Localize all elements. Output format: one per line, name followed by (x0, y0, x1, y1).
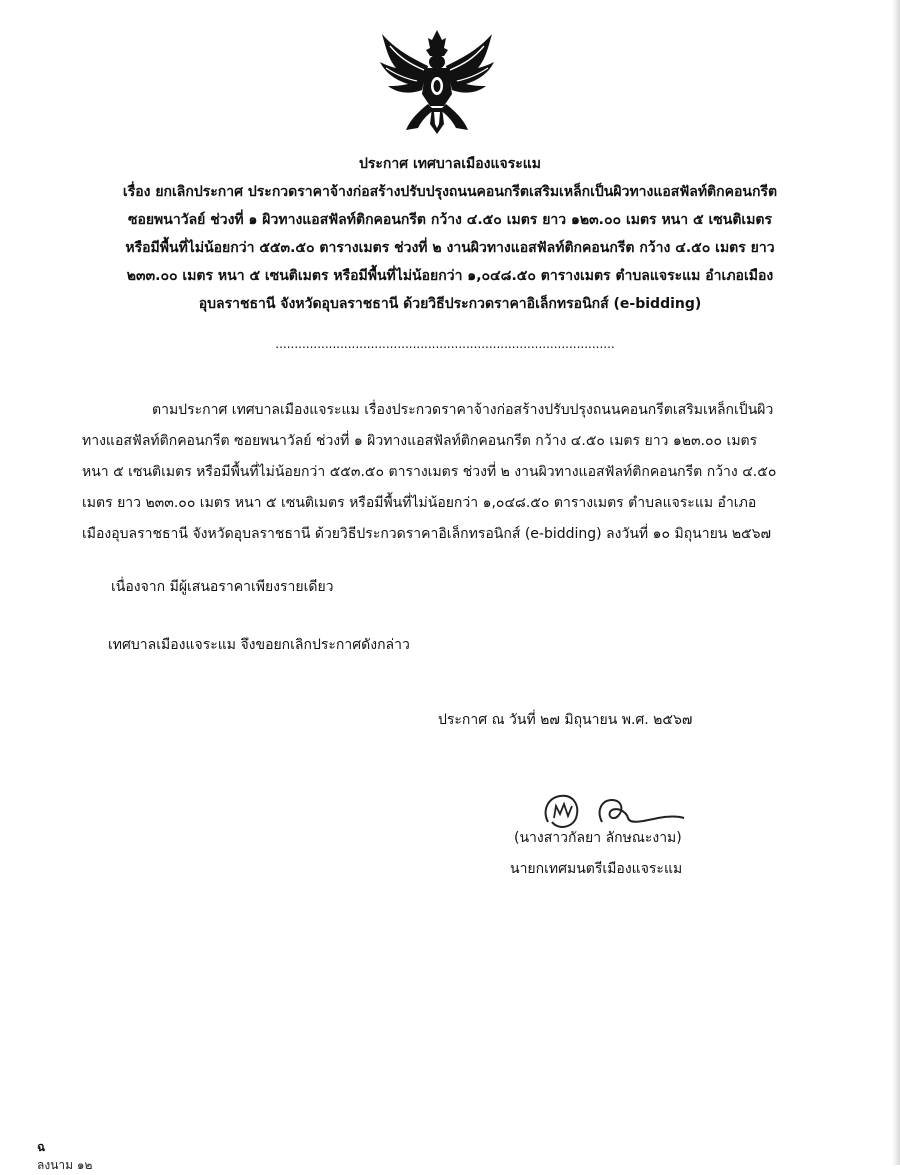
subject-line-2: ซอยพนาวัลย์ ช่วงที่ ๑ ผิวทางแอสฟัลท์ติกคอนกรีต กว้าง ๔.๕๐ เมตร ยาว ๑๒๓.๐๐ เมตร หนา ๕ เซนติเมตร (127, 212, 773, 228)
subject-line-3: หรือมีพื้นที่ไม่น้อยกว่า ๕๕๓.๕๐ ตารางเมตร ช่วงที่ ๒ งานผิวทางแอสฟัลท์ติกคอนกรีต กว้าง ๔.๕๐ เมตร ยาว (125, 240, 775, 256)
footer-mark: ฉ (37, 1140, 46, 1154)
separator-dots: ......................................................................................... (275, 337, 615, 351)
body-paragraph (82, 395, 802, 550)
subject-line-5: อุบลราชธานี จังหวัดอุบลราชธานี ด้วยวิธีประกวดราคาอิเล็กทรอนิกส์ (e-bidding) (198, 296, 702, 312)
body-line-5: เมืองอุบลราชธานี จังหวัดอุบลราชธานี ด้วยวิธีประกวดราคาอิเล็กทรอนิกส์ (e-bidding) ลงวันที่ ๑๐ มิถุนายน ๒๕๖๗ (82, 526, 772, 542)
announce-date: ประกาศ ณ วันที่ ๒๗ มิถุนายน พ.ศ. ๒๕๖๗ (438, 712, 693, 728)
scan-edge-shadow (892, 0, 900, 1165)
garuda-emblem-icon (378, 28, 496, 136)
footer-mark-secondary: ลงนาม ๑๒ (37, 1158, 93, 1172)
signer-title: นายกเทศมนตรีเมืองแจระแม (510, 861, 683, 877)
subject-line-1: เรื่อง ยกเลิกประกาศ ประกวดราคาจ้างก่อสร้างปรับปรุงถนนคอนกรีตเสริมเหล็กเป็นผิวทางแอสฟัลท์ติกคอนกรีต (122, 184, 778, 200)
signer-name: (นางสาวกัลยา ลักษณะงาม) (514, 830, 682, 846)
cancellation-text: เทศบาลเมืองแจระแม จึงขอยกเลิกประกาศดังกล่าว (108, 637, 410, 653)
body-line-3: หนา ๕ เซนติเมตร หรือมีพื้นที่ไม่น้อยกว่า ๕๕๓.๕๐ ตารางเมตร ช่วงที่ ๒ งานผิวทางแอสฟัลท์ติกคอนกรีต กว้าง ๔.๕๐ (82, 464, 777, 480)
body-line-4: เมตร ยาว ๒๓๓.๐๐ เมตร หนา ๕ เซนติเมตร หรือมีพื้นที่ไม่น้อยกว่า ๑,๐๔๘.๕๐ ตารางเมตร ตำบลแจระแม อำเภอ (82, 495, 757, 511)
subject-line-4: ๒๓๓.๐๐ เมตร หนา ๕ เซนติเมตร หรือมีพื้นที่ไม่น้อยกว่า ๑,๐๔๘.๕๐ ตารางเมตร ตำบลแจระแม อำเภอเมือง (126, 268, 774, 284)
body-line-2: ทางแอสฟัลท์ติกคอนกรีต ซอยพนาวัลย์ ช่วงที่ ๑ ผิวทางแอสฟัลท์ติกคอนกรีต กว้าง ๔.๕๐ เมตร ยาว ๑๒๓.๐๐ เมตร (82, 433, 758, 449)
announcement-header (60, 150, 840, 318)
reason-text: เนื่องจาก มีผู้เสนอราคาเพียงรายเดียว (111, 579, 334, 595)
body-line-1: ตามประกาศ เทศบาลเมืองแจระแม เรื่องประกวดราคาจ้างก่อสร้างปรับปรุงถนนคอนกรีตเสริมเหล็กเป็นผิว (152, 402, 774, 418)
announcement-title: ประกาศ เทศบาลเมืองแจระแม (358, 156, 542, 172)
